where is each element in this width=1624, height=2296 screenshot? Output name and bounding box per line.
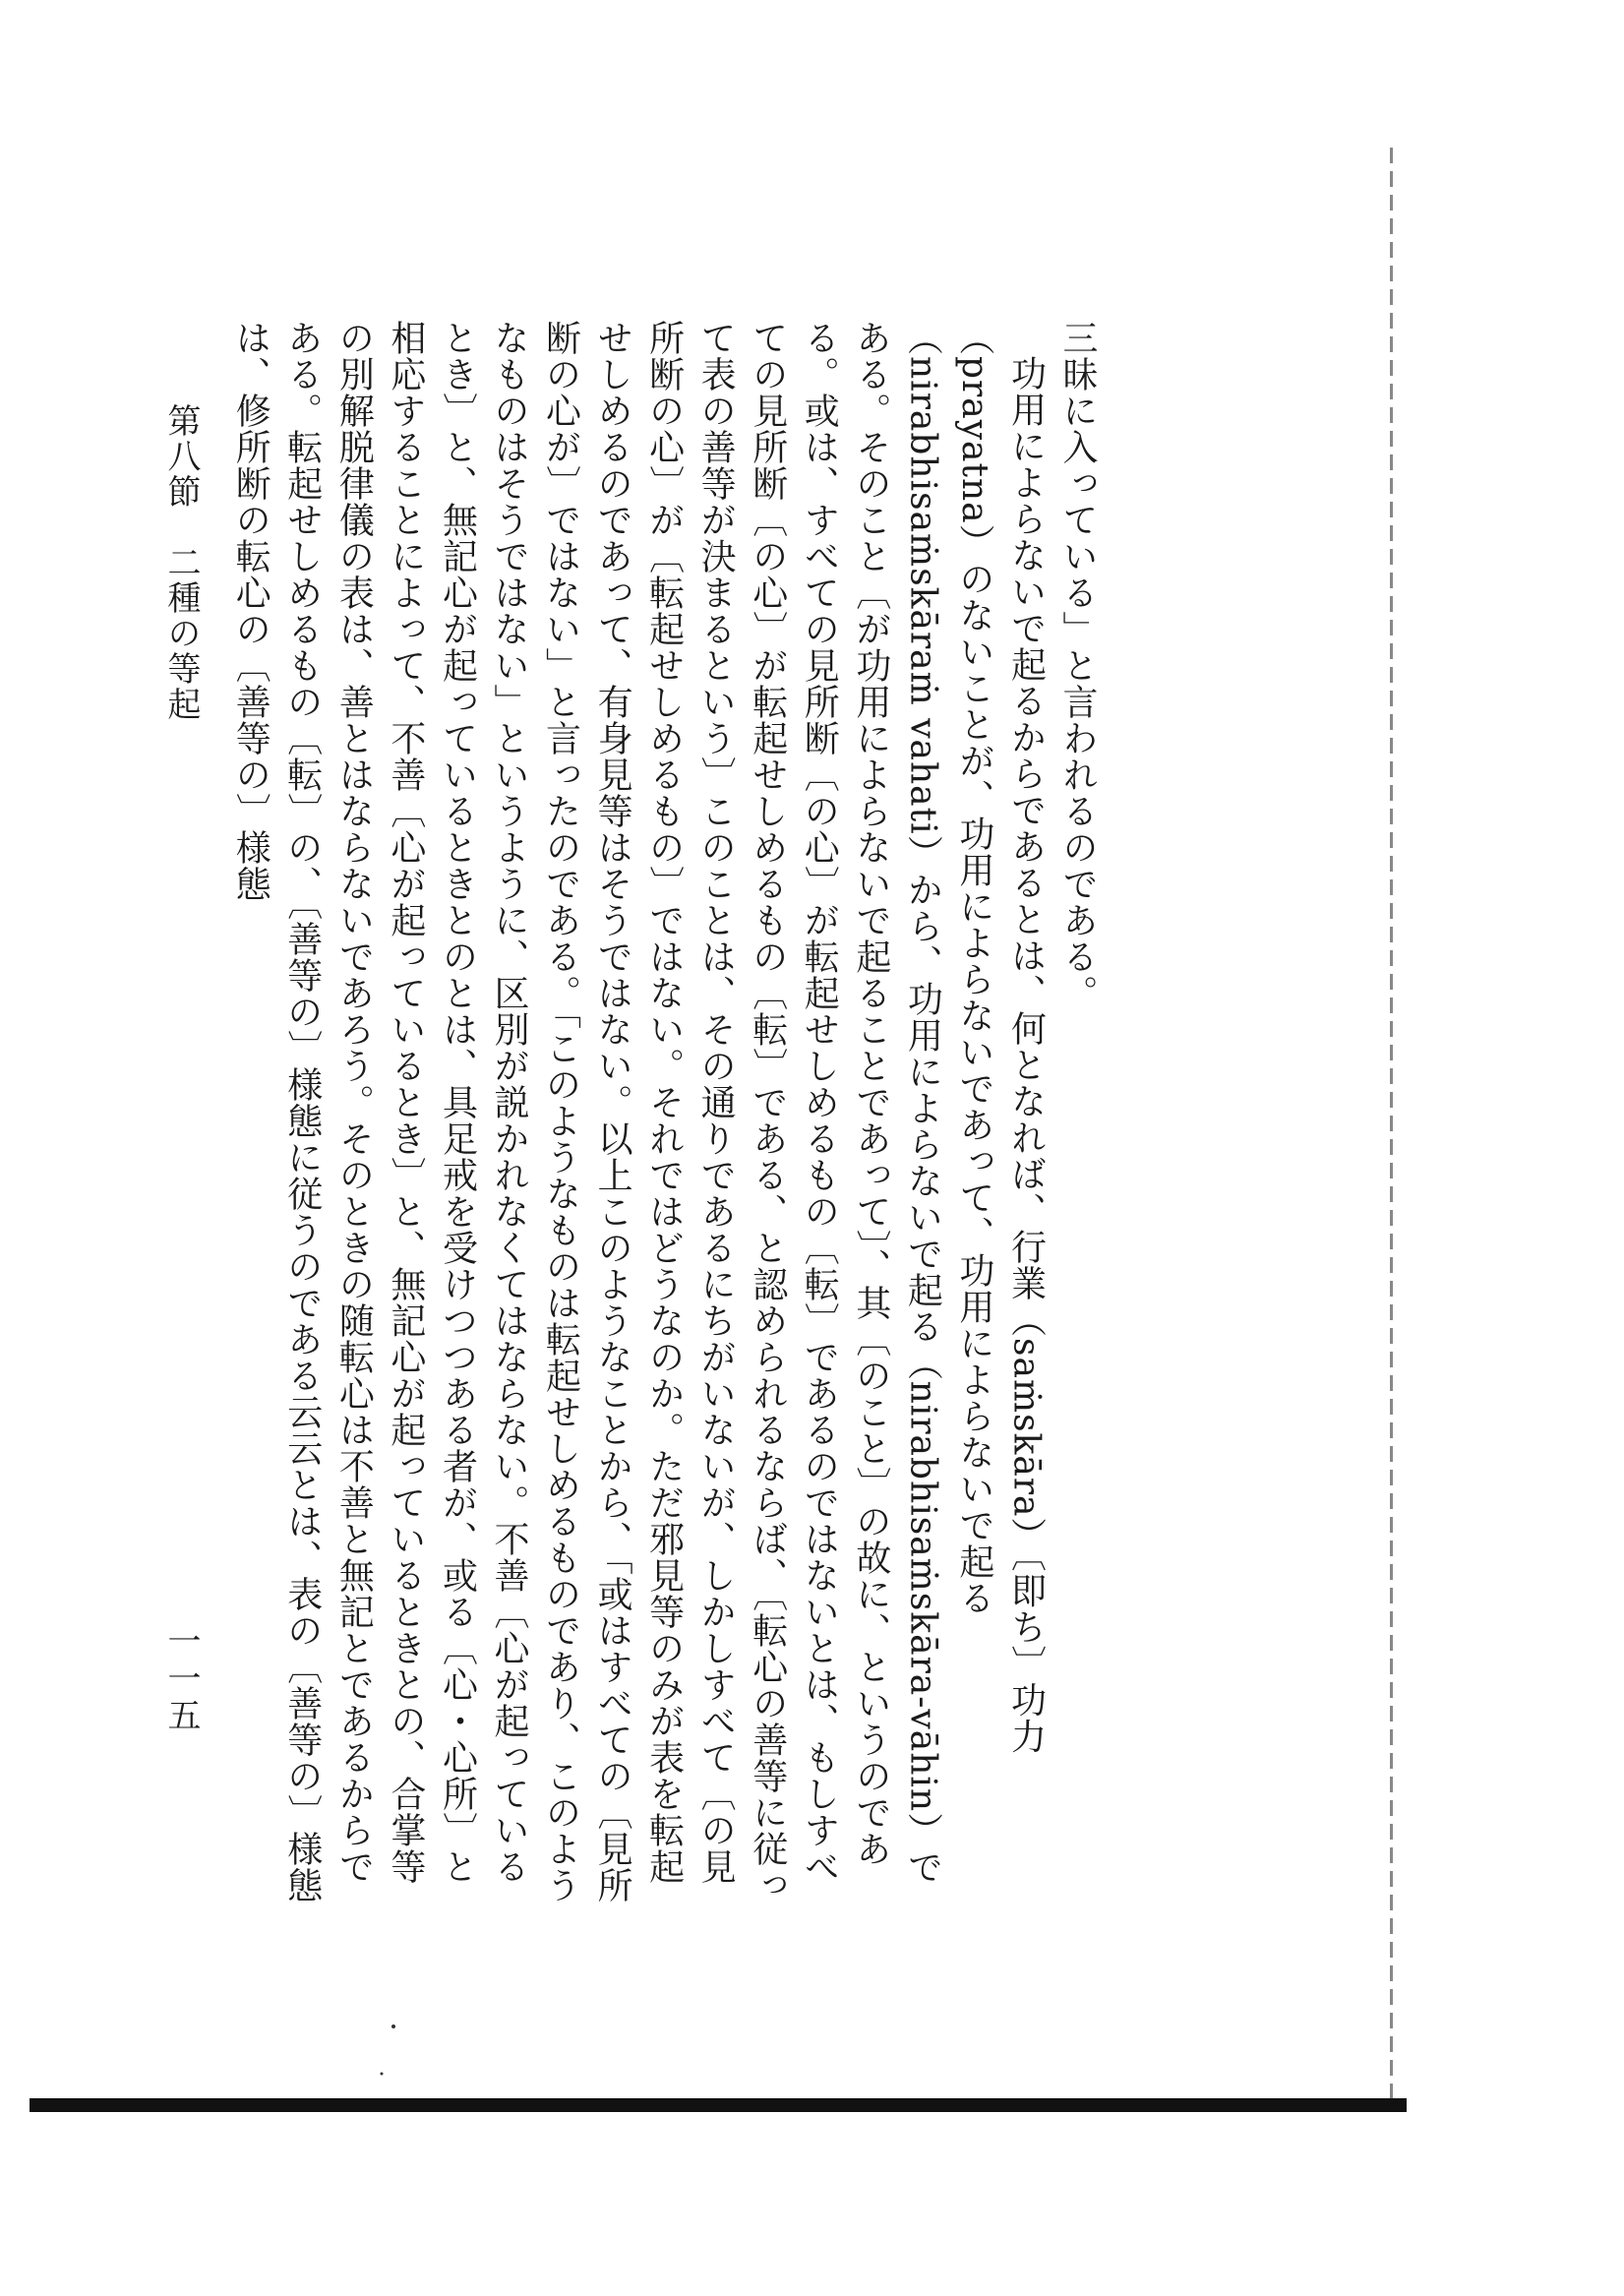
paragraph: 功用によらないで起るからであるとは、何となれば、行業（saṁskāra）〔即ち〕功力（prayatna）のないことが、功用によらないであって、功用によらないで起る（nirabhisaṁskāraṁ vahati）から、功用によらないで起る（nirabhisaṁskāra-vāhin）である。そのこと〔が功用によらないで起ることであって〕、其〔のこと〕の故に、というのである。或は、すべての見所断〔の心〕が転起せしめるもの〔転〕であるのではないとは、もしすべての見所断〔の心〕が転起せしめるもの〔転〕である、と認められるならば、〔転心の善等に従って表の善等が決まるという〕このことは、その通りであるにちがいないが、しかしすべて〔の見所断の心〕が〔転起せしめるもの〕ではない。それではどうなのか。ただ邪見等のみが表を転起せしめるのであって、有身見等はそうではない。以上このようなことから、「或はすべての〔見所断の心が〕ではない」と言ったのである。「このようなものは転起せしめるものであり、このようなものはそうではない」というように、区別が説かれなくてはならない。不善〔心が起っているとき〕と、無記心が起っているときとのとは、具足戒を受けつつある者が、或る〔心・心所〕と相応することによって、不善〔心が起っているとき〕と、無記心が起っているときとの、合掌等の別解脱律儀の表は、善とはならないであろう。そのときの随転心は不善と無記とであるからである。転起せしめるもの〔転〕の、〔善等の〕様態に従うのである云云とは、表の〔善等の〕様態は、修所断の転心の〔善等の〕様態 xyxy=(230,320,1047,1903)
running-header: 第八節 二種の等起 xyxy=(161,403,201,722)
paragraph: 三昧に入っている」と言われるのである。 xyxy=(1057,320,1098,1011)
page-number: 一一五 xyxy=(161,1623,201,1735)
page-edge-line xyxy=(1390,148,1393,2105)
body-text xyxy=(119,320,1103,1918)
scan-bottom-edge xyxy=(30,2098,1407,2112)
scan-specks xyxy=(374,2017,403,2095)
